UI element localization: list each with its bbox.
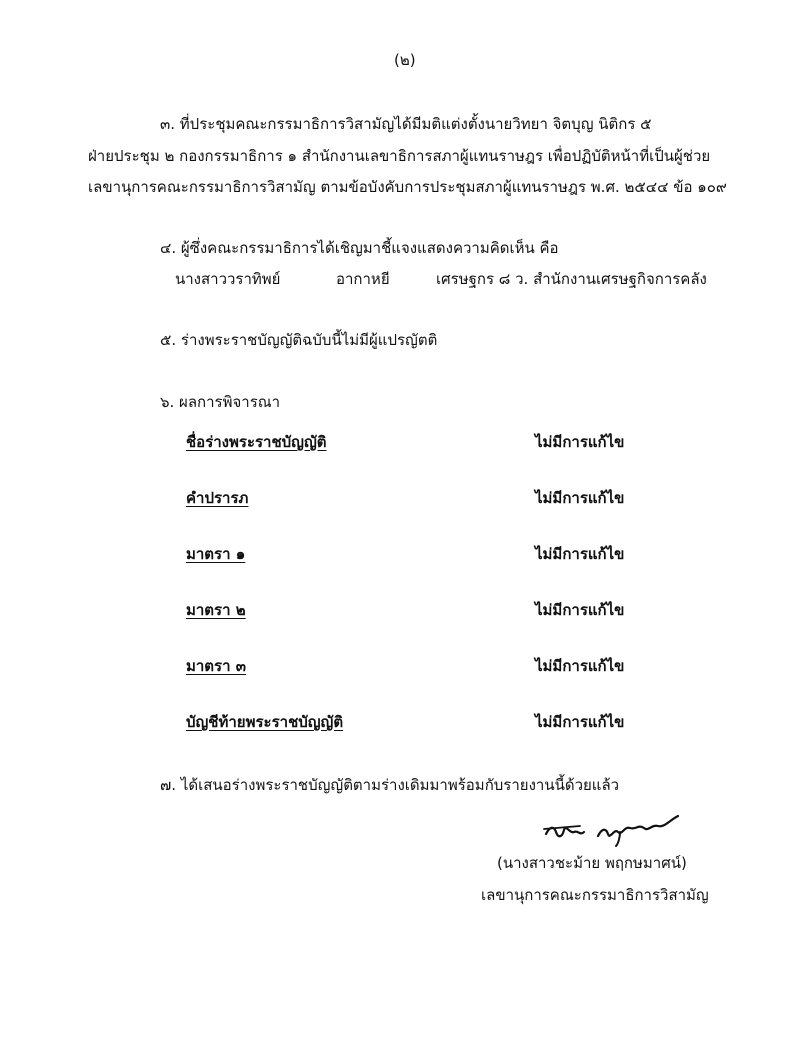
item3-line2: ฝ่ายประชุม ๒ กองกรรมาธิการ ๑ สำนักงานเลขาธิการสภาผู้แทนราษฎร เพื่อปฏิบัติหน้าที่เป็นผู้ช่วย (88, 147, 711, 165)
result-row-section: ชื่อร่างพระราชบัญญัติ (186, 433, 327, 451)
signatory-name: (นางสาวชะม้าย พฤกษมาศน์) (497, 854, 687, 872)
result-row-status: ไม่มีการแก้ไข (535, 545, 625, 563)
result-row-status: ไม่มีการแก้ไข (535, 601, 625, 619)
item3-line1: ๓. ที่ประชุมคณะกรรมาธิการวิสามัญได้มีมติแต่งตั้งนายวิทยา จิตบุญ นิติกร ๕ (160, 115, 652, 133)
signatory-title: เลขานุการคณะกรรมาธิการวิสามัญ (481, 886, 709, 904)
invitee-surname: อากาหยี (336, 270, 390, 288)
result-row-section: มาตรา ๑ (186, 545, 246, 563)
result-row-status: ไม่มีการแก้ไข (535, 489, 625, 507)
page-number: (๒) (394, 51, 416, 69)
handwritten-signature (540, 812, 685, 848)
result-row-section: บัญชีท้ายพระราชบัญญัติ (186, 713, 344, 731)
result-row-status: ไม่มีการแก้ไข (535, 713, 625, 731)
item6-heading: ๖. ผลการพิจารณา (160, 393, 281, 411)
result-row-section: มาตรา ๒ (186, 601, 246, 619)
result-row-status: ไม่มีการแก้ไข (535, 657, 625, 675)
item4-line1: ๔. ผู้ซึ่งคณะกรรมาธิการได้เชิญมาชี้แจงแสดงความคิดเห็น คือ (160, 239, 559, 257)
item3-line3: เลขานุการคณะกรรมาธิการวิสามัญ ตามข้อบังคับการประชุมสภาผู้แทนราษฎร พ.ศ. ๒๕๔๔ ข้อ ๑๐๙ (88, 178, 727, 196)
result-row-section: มาตรา ๓ (186, 657, 247, 675)
invitee-position: เศรษฐกร ๘ ว. สำนักงานเศรษฐกิจการคลัง (436, 270, 707, 288)
item5-text: ๕. ร่างพระราชบัญญัติฉบับนี้ไม่มีผู้แปรญัตติ (160, 331, 438, 349)
result-row-status: ไม่มีการแก้ไข (535, 433, 625, 451)
result-row-section: คำปรารภ (186, 489, 249, 507)
item7-text: ๗. ได้เสนอร่างพระราชบัญญัติตามร่างเดิมมาพร้อมกับรายงานนี้ด้วยแล้ว (160, 776, 620, 794)
invitee-name: นางสาววราทิพย์ (175, 270, 281, 288)
